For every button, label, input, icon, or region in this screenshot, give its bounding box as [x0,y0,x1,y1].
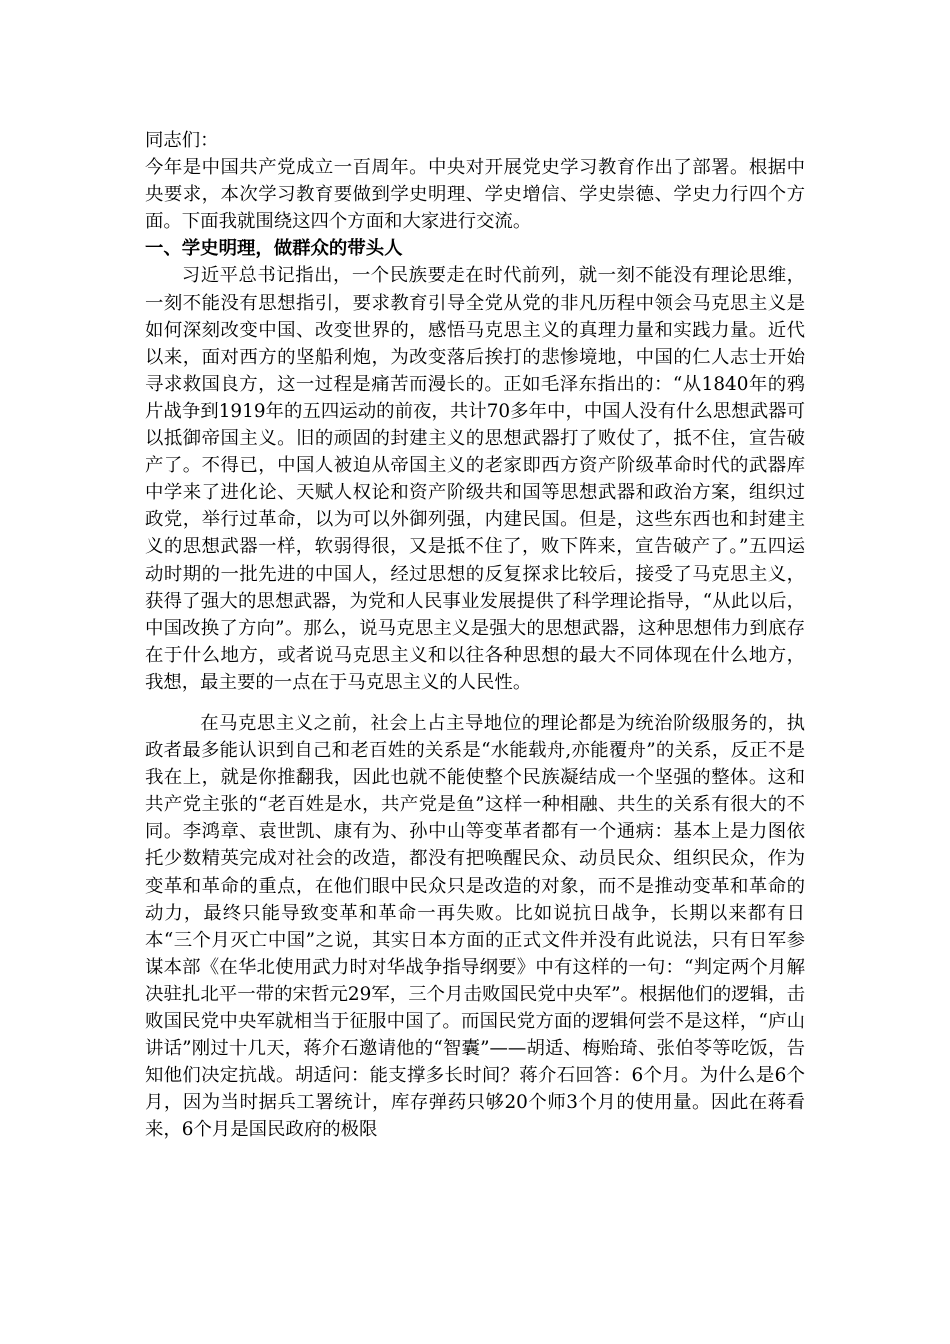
body-paragraph-1: 习近平总书记指出，一个民族要走在时代前列，就一刻不能没有理论思维，一刻不能没有思想指引，要求教育引导全党从党的非凡历程中领会马克思主义是如何深刻改变中国、改变世界的，感悟马克思主义的真理力量和实践力量。近代以来，面对西方的坚船利炮，为改变落后挨打的悲惨境地，中国的仁人志士开始寻求救国良方，这一过程是痛苦而漫长的。正如毛泽东指出的：“从1840年的鸦片战争到1919年的五四运动的前夜，共计70多年中，中国人没有什么思想武器可以抵御帝国主义。旧的顽固的封建主义的思想武器打了败仗了，抵不住，宣告破产了。不得已，中国人被迫从帝国主义的老家即西方资产阶级革命时代的武器库中学来了进化论、天赋人权论和资产阶级共和国等思想武器和政治方案，组织过政党，举行过革命，以为可以外御列强，内建民国。但是，这些东西也和封建主义的思想武器一样，软弱得很，又是抵不住了，败下阵来，宣告破产了。”五四运动时期的一批先进的中国人，经过思想的反复探求比较后，接受了马克思主义，获得了强大的思想武器，为党和人民事业发展提供了科学理论指导，“从此以后，中国改换了方向”。那么，说马克思主义是强大的思想武器，这种思想伟力到底存在于什么地方，或者说马克思主义和以往各种思想的最大不同体现在什么地方，我想，最主要的一点在于马克思主义的人民性。 [145,265,805,693]
intro-paragraph: 今年是中国共产党成立一百周年。中央对开展党史学习教育作出了部署。根据中央要求，本次学习教育要做到学史明理、学史增信、学史崇德、学史力行四个方面。下面我就围绕这四个方面和大家进行交流。 [145,157,805,233]
document-body [145,127,805,1143]
section-heading: 一、学史明理，做群众的带头人 [145,238,403,260]
salutation: 同志们： [145,130,219,151]
body-paragraph-2: 在马克思主义之前，社会上占主导地位的理论都是为统治阶级服务的，执政者最多能认识到自己和老百姓的关系是“水能载舟,亦能覆舟”的关系，反正不是我在上，就是你推翻我，因此也就不能使整个民族凝结成一个坚强的整体。这和共产党主张的“老百姓是水，共产党是鱼”这样一种相融、共生的关系有很大的不同。李鸿章、袁世凯、康有为、孙中山等变革者都有一个通病：基本上是力图依托少数精英完成对社会的改造，都没有把唤醒民众、动员民众、组织民众，作为变革和革命的重点，在他们眼中民众只是改造的对象，而不是推动变革和革命的动力，最终只能导致变革和革命一再失败。比如说抗日战争，长期以来都有日本“三个月灭亡中国”之说，其实日本方面的正式文件并没有此说法，只有日军参谋本部《在华北使用武力时对华战争指导纲要》中有这样的一句：“判定两个月解决驻扎北平一带的宋哲元29军，三个月击败国民党中央军”。根据他们的逻辑，击败国民党中央军就相当于征服中国了。而国民党方面的逻辑何尝不是这样，“庐山讲话”刚过十几天，蒋介石邀请他的“智囊”——胡适、梅贻琦、张伯苓等吃饭，告知他们决定抗战。胡适问：能支撑多长时间？蒋介石回答：6个月。为什么是6个月，因为当时据兵工署统计，库存弹药只够20个师3个月的使用量。因此在蒋看来，6个月是国民政府的极限 [145,712,805,1141]
